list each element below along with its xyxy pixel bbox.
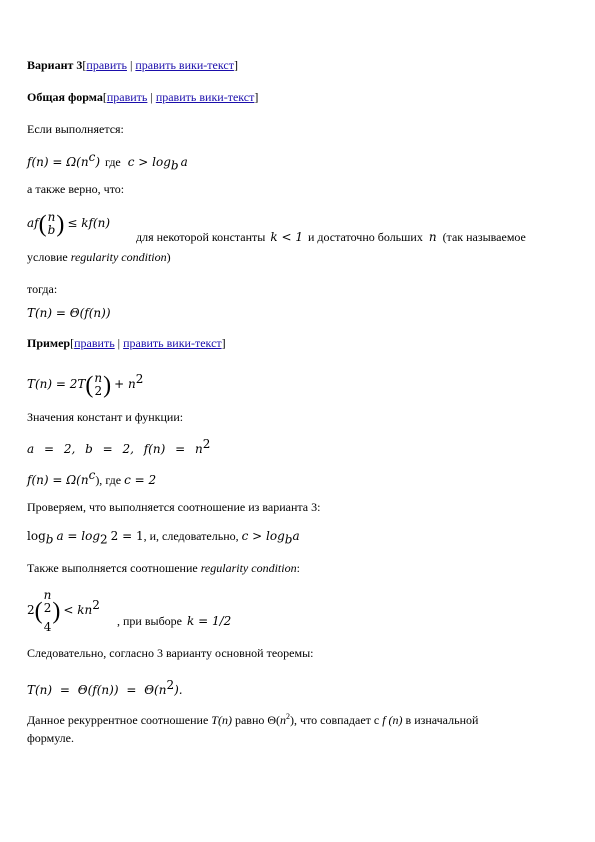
edit-link[interactable]: править: [86, 58, 127, 72]
edit-link[interactable]: править: [74, 336, 115, 350]
formula-f-omega: $f(n) = \Omega(n^c)$ где $c > \log_b a$: [27, 150, 188, 173]
edit-wiki-link[interactable]: править вики-текст: [155, 90, 255, 104]
paragraph-also-true: а также верно, что:: [27, 182, 125, 196]
paragraph-check: Проверяем, что выполняется соотношение из варианта 3:: [27, 500, 321, 514]
heading-example: Пример[править | править вики-текст]: [27, 336, 226, 350]
heading-text: Общая форма: [27, 90, 103, 104]
heading-text: Вариант 3: [27, 58, 83, 72]
paragraph-final-1: Данное рекуррентное соотношение T(n) равно $\Theta(n^2)$, что совпадает с f (n) в изначальной: [27, 712, 479, 727]
formula-final: $T(n) = \Theta(f(n)) = \Theta(n^2)$.: [27, 678, 183, 697]
paragraph-also-regularity: Также выполняется соотношение regularity condition:: [27, 561, 300, 575]
edit-wiki-link[interactable]: править вики-текст: [135, 58, 234, 72]
formula-f-omega-2: $f(n) = \Omega(n^c)$, где c = 2: [27, 468, 157, 487]
edit-link[interactable]: править: [106, 90, 148, 104]
formula-recurrence: T(n) = 2T( n 2 ) + $n^2$: [27, 371, 144, 399]
regularity-note: условие regularity condition): [27, 250, 171, 264]
paragraph-constants: Значения констант и функции:: [27, 410, 184, 424]
formula-regularity: af( n b ) ≤ kf(n): [27, 210, 111, 238]
heading-general-form: Общая форма[править | править вики-текст]: [27, 90, 259, 104]
formula-constants: a = 2, b = 2, $f(n) = n^2$: [27, 437, 211, 456]
heading-text: Пример: [27, 336, 71, 350]
regularity-description: для некоторой константы k < 1 и достаточно больших n (так называемое: [136, 230, 526, 244]
paragraph-then: тогда:: [27, 282, 58, 296]
edit-wiki-link[interactable]: править вики-текст: [123, 336, 222, 350]
paragraph-final-2: формуле.: [27, 731, 74, 745]
formula-log: $\log_b a = \log_2 2 = 1$, и, следовательно, $c > \log_ba$: [27, 529, 300, 547]
formula-regularity-2: 2( n $^2$ 4 ) < $kn^2$: [27, 587, 100, 634]
paragraph-conclusion: Следовательно, согласно 3 варианту основной теоремы:: [27, 646, 314, 660]
formula-t-result: T(n) = Θ(f(n)): [27, 306, 111, 320]
heading-variant-3: Вариант 3[править | править вики-текст]: [27, 58, 238, 72]
regularity-choice: , при выборе k = 1/2: [117, 614, 232, 628]
paragraph-if-holds: Если выполняется:: [27, 122, 124, 136]
